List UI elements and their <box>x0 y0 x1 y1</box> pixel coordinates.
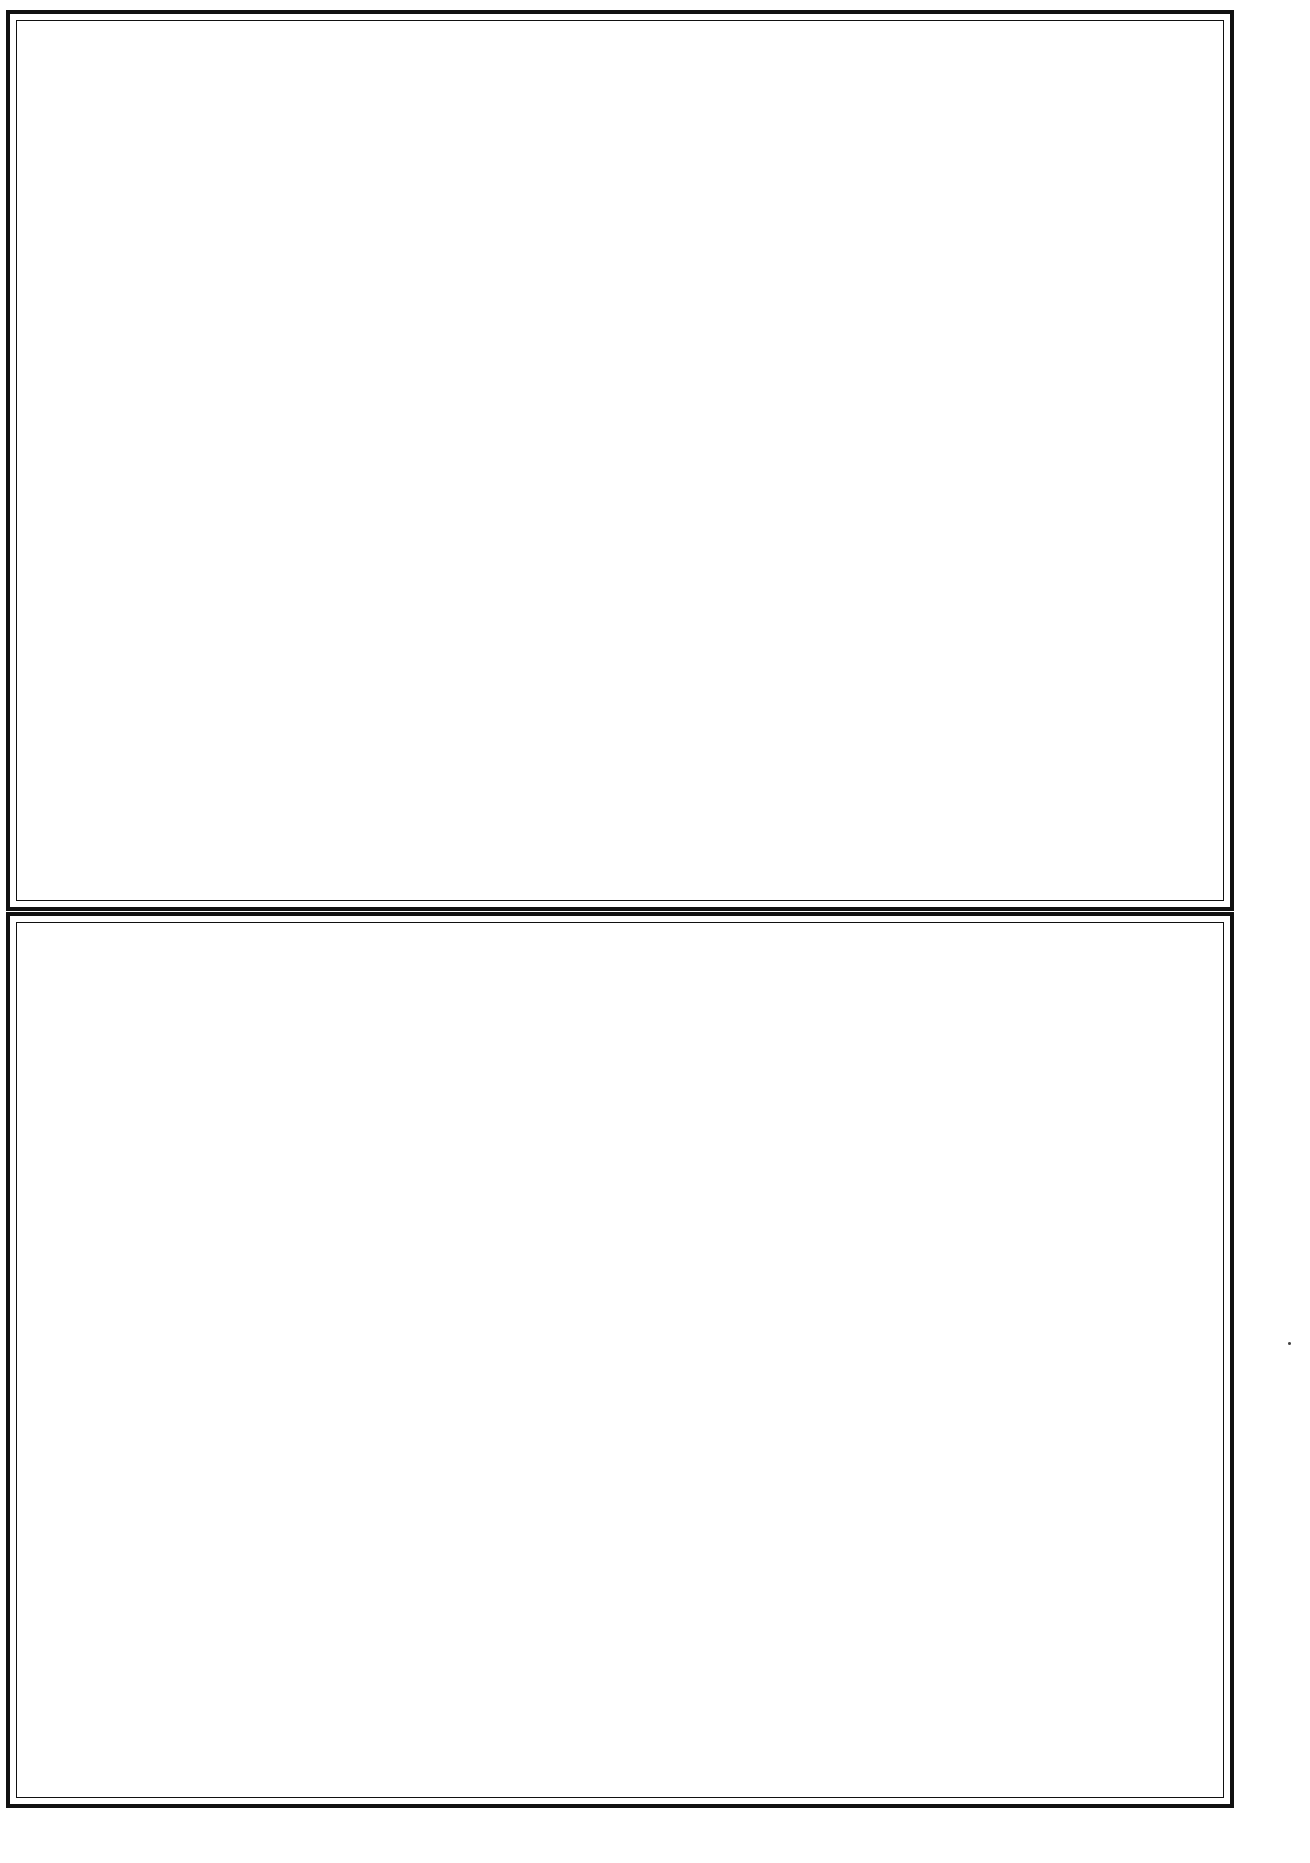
upper-page-panel <box>6 10 1234 911</box>
scan-speck <box>1288 1342 1291 1345</box>
lower-page-panel <box>6 912 1234 1808</box>
